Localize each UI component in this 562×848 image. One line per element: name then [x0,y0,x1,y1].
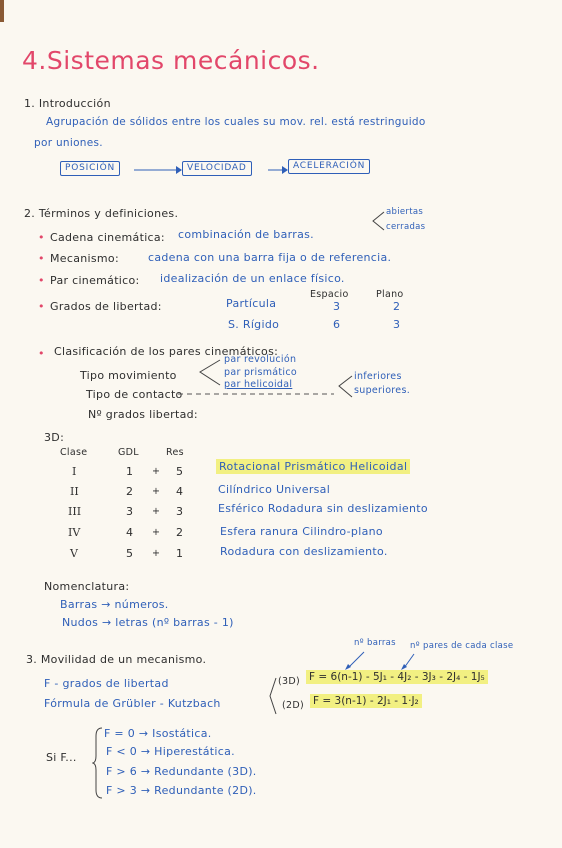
gdl-row-label: Partícula [226,297,277,310]
plus-sign: + [152,486,161,497]
table-row-res: 2 [176,526,184,539]
flow-box-posicion: POSICIÓN [60,161,120,176]
gdl-cell: 2 [393,300,401,313]
table-row-pares: Rodadura con deslizamiento. [220,545,388,558]
gdl-header-espacio: Espacio [310,289,349,300]
case-item: F > 3 → Redundante (2D). [106,784,257,797]
table-row-gdl: 1 [126,465,134,478]
gdl-cell: 3 [393,318,401,331]
table-row-res: 5 [176,465,184,478]
table-row-clase: V [70,547,78,560]
cadena-type-abiertas: abiertas [386,207,424,217]
nomenclatura-nudos: Nudos → letras (nº barras - 1) [62,616,234,629]
section-2-heading: 2. Términos y definiciones. [24,207,179,220]
table-row-gdl: 2 [126,485,134,498]
formula-3d-label: (3D) [278,676,300,687]
par-label: Par cinemático: [50,274,140,287]
bullet-icon: • [38,274,45,287]
table-row-res: 1 [176,547,184,560]
tipo-contacto-item: inferiores [354,371,402,382]
tipo-mov-item: par revolución [224,354,297,365]
col-header-res: Res [166,447,184,458]
case-item: F = 0 → Isostática. [104,727,212,740]
bracket-icon [268,676,278,716]
gdl-cell: 3 [333,300,341,313]
nomenclatura-barras: Barras → números. [60,598,169,611]
f-definition: F - grados de libertad [44,677,169,690]
dashed-leader [178,390,338,398]
brace-icon [92,726,104,800]
bullet-icon: • [38,300,45,313]
flow-box-aceleracion: ACELERACIÓN [288,159,370,174]
formula-2d-label: (2D) [282,700,304,711]
formula-annotation-pares: nº pares de cada clase [410,641,514,651]
bullet-icon: • [38,347,45,360]
cadena-type-cerradas: cerradas [386,222,426,232]
formula-label: Fórmula de Grübler - Kutzbach [44,697,221,710]
page-title: 4.Sistemas mecánicos. [22,46,320,75]
tipo-movimiento-label: Tipo movimiento [80,369,177,382]
page-corner-mark [0,0,4,22]
annotation-arrows [342,650,422,672]
table-row-clase: III [68,505,82,518]
par-value: idealización de un enlace físico. [160,272,345,285]
table-row-clase: I [72,465,77,478]
plus-sign: + [152,506,161,517]
mecanismo-label: Mecanismo: [50,252,119,265]
gdl-row-label: S. Rígido [228,318,280,331]
tipo-mov-item: par prismático [224,367,297,378]
plus-sign: + [152,527,161,538]
formula-3d-highlight [306,672,488,683]
table-row-gdl: 4 [126,526,134,539]
arrow-icon [268,164,288,176]
bullet-icon: • [38,252,45,265]
tipo-contacto-label: Tipo de contacto [86,388,183,401]
gdl-header-plano: Plano [376,289,404,300]
grados-label: Grados de libertad: [50,300,162,313]
table-row-gdl: 5 [126,547,134,560]
table-row-res: 4 [176,485,184,498]
intro-text-line2: por uniones. [34,137,103,149]
formula-2d: F = 3(n-1) - 2J₁ - 1·J₂ [310,694,422,708]
table-row-gdl: 3 [126,505,134,518]
nomenclatura-label: Nomenclatura: [44,580,130,593]
case-item: F > 6 → Redundante (3D). [106,765,257,778]
tipo-mov-item: par helicoidal [224,379,293,390]
table-row-pares: Esférico Rodadura sin deslizamiento [218,502,428,515]
intro-text-line1: Agrupación de sólidos entre los cuales su mov. rel. está restringuido [46,116,426,128]
case-item: F < 0 → Hiperestática. [106,745,235,758]
table-row-pares: Cilíndrico Universal [218,483,331,496]
formula-2d-highlight [310,696,422,707]
plus-sign: + [152,466,161,477]
section-1-heading: 1. Introducción [24,97,111,110]
table-row-pares: Rotacional Prismático Helicoidal [216,459,410,474]
si-f-label: Si F... [46,751,77,764]
table-row-pares: Esfera ranura Cilindro-plano [220,525,383,538]
mecanismo-value: cadena con una barra fija o de referencia. [148,251,392,264]
cadena-value: combinación de barras. [178,228,314,241]
formula-annotation-barras: nº barras [354,638,396,648]
clasificacion-label: Clasificación de los pares cinemáticos: [54,345,279,358]
bracket-icon [370,210,386,232]
bullet-icon: • [38,231,45,244]
table-row-clase: IV [68,526,81,539]
gdl-cell: 6 [333,318,341,331]
col-header-gdl: GDL [118,447,139,458]
section-3-heading: 3. Movilidad de un mecanismo. [26,653,207,666]
bracket-icon [196,357,222,391]
table-row-pares-highlighted [216,461,410,472]
bracket-icon [336,374,354,400]
plus-sign: + [152,548,161,559]
col-header-clase: Clase [60,447,88,458]
table-row-res: 3 [176,505,184,518]
n-grados-label: Nº grados libertad: [88,408,198,421]
table-row-clase: II [70,485,79,498]
formula-3d: F = 6(n-1) - 5J₁ - 4J₂ - 3J₃ - 2J₄ - 1J₅ [306,670,488,684]
table-3d-label: 3D: [44,431,65,444]
cadena-label: Cadena cinemática: [50,231,165,244]
arrow-icon [134,164,182,176]
tipo-contacto-item: superiores. [354,385,411,396]
flow-box-velocidad: VELOCIDAD [182,161,252,176]
